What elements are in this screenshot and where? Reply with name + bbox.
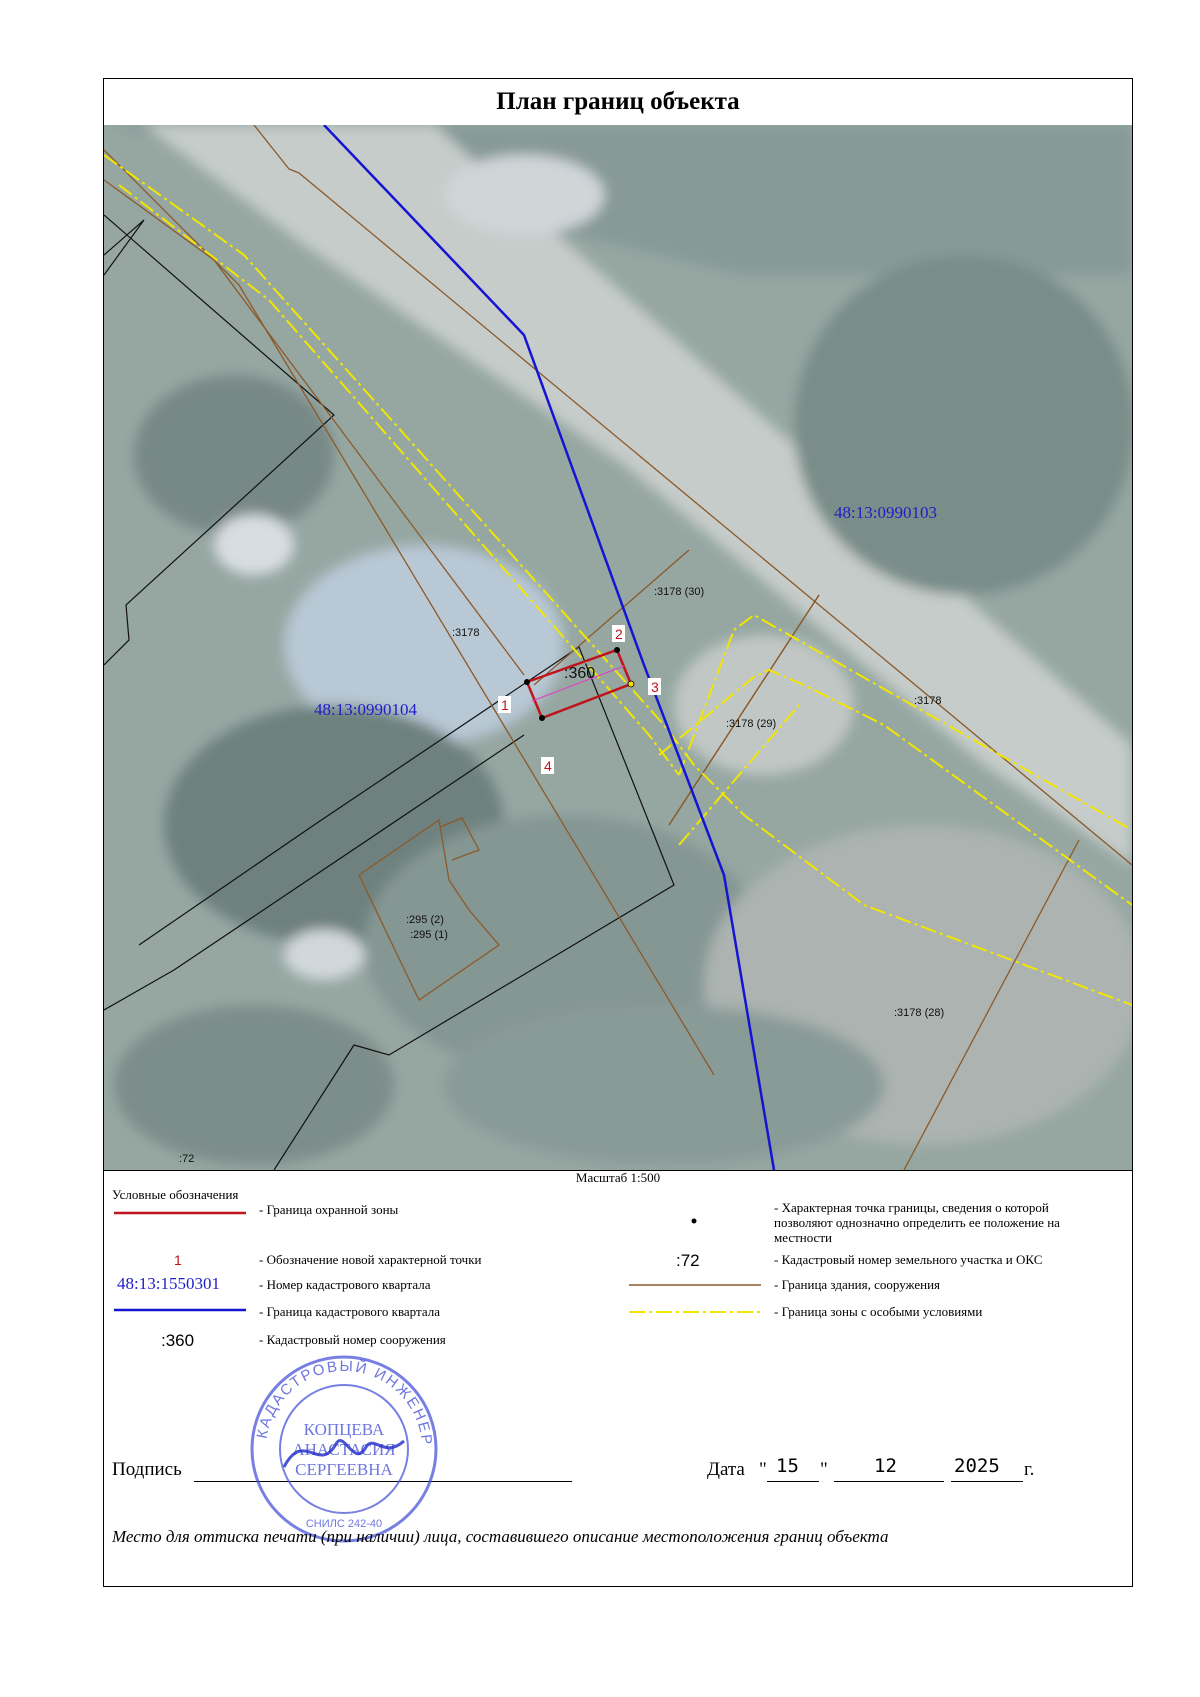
stamp-name-line2: АНАСТАСИЯ [292, 1440, 396, 1459]
stamp-place-note: Место для оттиска печати (при наличии) лица, составившего описание местоположения границ объекта [112, 1527, 889, 1546]
parcel-label-3178-29: :3178 (29) [726, 718, 777, 730]
legend-protection-zone-text: - Граница охранной зоны [259, 1202, 399, 1217]
stamp-number: СНИЛС 242-40 [305, 1518, 383, 1530]
legend-parcel-symbol: :72 [676, 1251, 700, 1270]
parcel-label-3178-b: :3178 [914, 695, 942, 707]
date-year-line [951, 1481, 1023, 1482]
point-label-3: 3 [651, 679, 659, 695]
date-label: Дата [707, 1459, 745, 1480]
quarter-label-0990103: 48:13:0990103 [834, 503, 937, 522]
parcel-label-295-1: :295 (1) [410, 929, 448, 941]
date-quote-close: " [820, 1459, 828, 1480]
stamp-name-line1: КОПЦЕВА [303, 1420, 385, 1439]
map-area[interactable] [104, 125, 1132, 1171]
point-label-1: 1 [501, 697, 509, 713]
point-1-marker[interactable] [524, 679, 530, 685]
date-year-value[interactable]: 2025 [954, 1455, 1000, 1477]
parcel-label-295-2: :295 (2) [406, 914, 444, 926]
signature-label: Подпись [112, 1459, 182, 1480]
quarter-label-0990104: 48:13:0990104 [314, 700, 417, 719]
legend-quarter-border-symbol [114, 1307, 246, 1313]
date-quote-open: " [759, 1459, 767, 1480]
scale-label: Масштаб 1:500 [575, 1170, 661, 1185]
legend-quarter-symbol: 48:13:1550301 [117, 1274, 220, 1293]
date-day-value[interactable]: 15 [776, 1455, 799, 1477]
point-3-marker[interactable] [628, 681, 634, 687]
legend-parcel-number-text: - Кадастровый номер земельного участка и ОКС [774, 1252, 1043, 1267]
legend-structure-symbol: :360 [161, 1331, 195, 1350]
legend-quarter-border-text: - Граница кадастрового квартала [259, 1304, 440, 1319]
legend-building-border-text: - Граница здания, сооружения [774, 1277, 941, 1292]
parcel-label-3178-30: :3178 (30) [654, 586, 705, 598]
legend-title: Условные обозначения [112, 1187, 239, 1202]
stamp-name-line3: СЕРГЕЕВНА [295, 1460, 393, 1479]
point-label-2: 2 [615, 626, 623, 642]
engineer-stamp [244, 1349, 444, 1549]
point-4-marker[interactable] [539, 715, 545, 721]
page-title: План границ объекта [104, 79, 1132, 126]
parcel-label-3178-28: :3178 (28) [894, 1007, 945, 1019]
parcel-label-3178-a: :3178 [452, 627, 480, 639]
point-label-4: 4 [544, 758, 552, 774]
legend-special-zone-text: - Граница зоны с особыми условиями [774, 1304, 983, 1319]
date-year-suffix: г. [1024, 1459, 1035, 1480]
structure-label-360: :360 [564, 665, 596, 682]
date-day-line [767, 1481, 819, 1482]
legend-char-point-symbol [690, 1217, 698, 1225]
date-month-value[interactable]: 12 [874, 1455, 897, 1477]
legend-protection-zone-symbol [114, 1210, 246, 1216]
point-2-marker[interactable] [614, 647, 620, 653]
stamp-ring-text: КАДАСТРОВЫЙ ИНЖЕНЕР [253, 1357, 436, 1448]
parcel-label-72: :72 [179, 1153, 195, 1165]
legend-structure-number-text: - Кадастровый номер сооружения [259, 1332, 446, 1347]
date-month-line [834, 1481, 944, 1482]
plan-frame [103, 78, 1133, 1587]
legend-new-point-text: - Обозначение новой характерной точки [259, 1252, 482, 1267]
legend-special-zone-symbol [629, 1310, 761, 1314]
map-svg [104, 125, 1132, 1170]
legend-char-point-text: - Характерная точка границы, сведения о которой позволяют однозначно определить ее положение на местности [774, 1200, 1060, 1245]
legend-building-border-symbol [629, 1283, 761, 1287]
legend-quarter-number-text: - Номер кадастрового квартала [259, 1277, 431, 1292]
legend-new-point-symbol: 1 [174, 1252, 182, 1268]
